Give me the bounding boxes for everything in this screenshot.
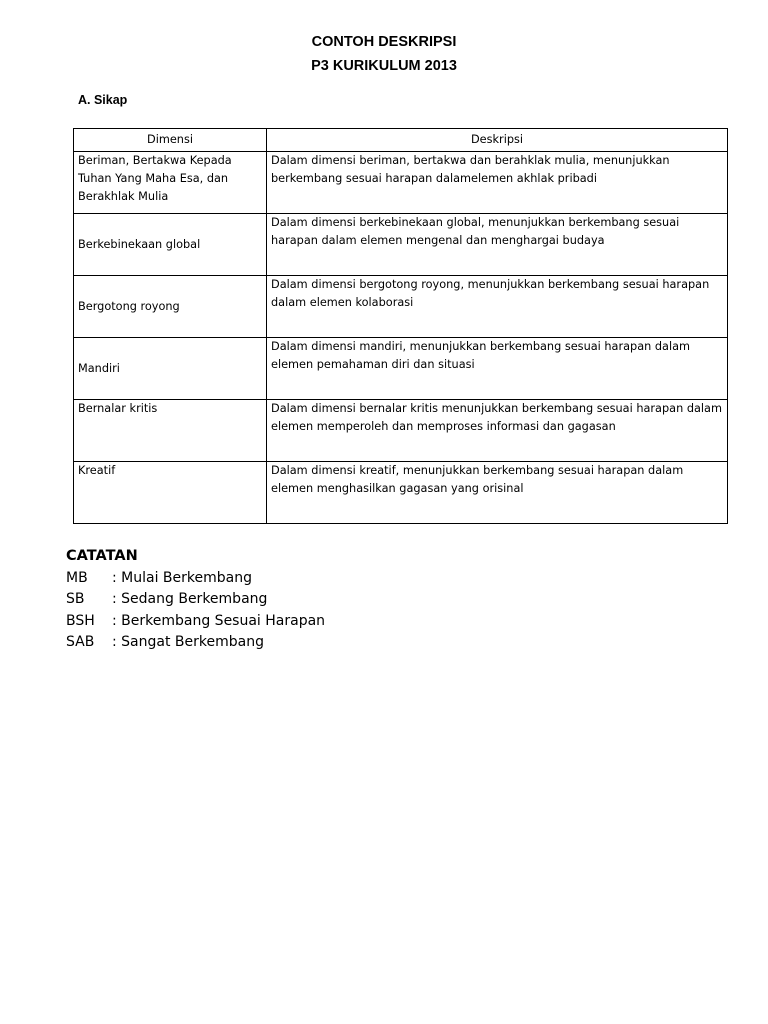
deskripsi-cell: Dalam dimensi bernalar kritis menunjukkan berkembang sesuai harapan dalam elemen memperoleh dan memproses informasi dan gagasan xyxy=(267,400,728,462)
table-row xyxy=(74,152,728,214)
note-item xyxy=(66,568,325,590)
dimensi-cell: Berkebinekaan global xyxy=(74,214,267,276)
note-meaning: : Mulai Berkembang xyxy=(112,569,252,586)
table-row xyxy=(74,462,728,524)
document-subtitle: P3 KURIKULUM 2013 xyxy=(311,58,457,74)
notes-section xyxy=(66,546,325,654)
note-abbreviation: SB xyxy=(66,591,85,607)
table-header-row xyxy=(74,129,728,152)
dimensi-cell: Mandiri xyxy=(74,338,267,400)
table-row xyxy=(74,338,728,400)
description-table xyxy=(73,128,728,524)
dimensi-cell: Bergotong royong xyxy=(74,276,267,338)
table-row xyxy=(74,400,728,462)
section-label: A. Sikap xyxy=(78,93,128,107)
deskripsi-cell: Dalam dimensi mandiri, menunjukkan berkembang sesuai harapan dalam elemen pemahaman diri dan situasi xyxy=(267,338,728,400)
dimensi-cell: Bernalar kritis xyxy=(74,400,267,462)
note-abbreviation: SAB xyxy=(66,634,95,650)
deskripsi-cell: Dalam dimensi beriman, bertakwa dan berahklak mulia, menunjukkan berkembang sesuai harapan dalamelemen akhlak pribadi xyxy=(267,152,728,214)
deskripsi-cell: Dalam dimensi bergotong royong, menunjukkan berkembang sesuai harapan dalam elemen kolaborasi xyxy=(267,276,728,338)
note-meaning: : Berkembang Sesuai Harapan xyxy=(112,612,326,629)
document-title: CONTOH DESKRIPSI xyxy=(311,34,457,50)
deskripsi-cell: Dalam dimensi berkebinekaan global, menunjukkan berkembang sesuai harapan dalam elemen mengenal dan menghargai budaya xyxy=(267,214,728,276)
note-meaning: : Sangat Berkembang xyxy=(112,634,264,650)
notes-heading: CATATAN xyxy=(66,548,138,564)
table-row xyxy=(74,214,728,276)
column-header-dimensi: Dimensi xyxy=(74,129,267,152)
table-row xyxy=(74,276,728,338)
note-item xyxy=(66,589,325,611)
note-abbreviation: MB xyxy=(66,569,88,586)
note-abbreviation: BSH xyxy=(66,612,95,629)
dimensi-cell: Kreatif xyxy=(74,462,267,524)
deskripsi-cell: Dalam dimensi kreatif, menunjukkan berkembang sesuai harapan dalam elemen menghasilkan gagasan yang orisinal xyxy=(267,462,728,524)
column-header-deskripsi: Deskripsi xyxy=(267,129,728,152)
dimensi-cell: Beriman, Bertakwa Kepada Tuhan Yang Maha Esa, dan Berakhlak Mulia xyxy=(74,152,267,214)
note-item xyxy=(66,632,325,654)
note-item xyxy=(66,611,325,633)
note-meaning: : Sedang Berkembang xyxy=(112,591,268,607)
